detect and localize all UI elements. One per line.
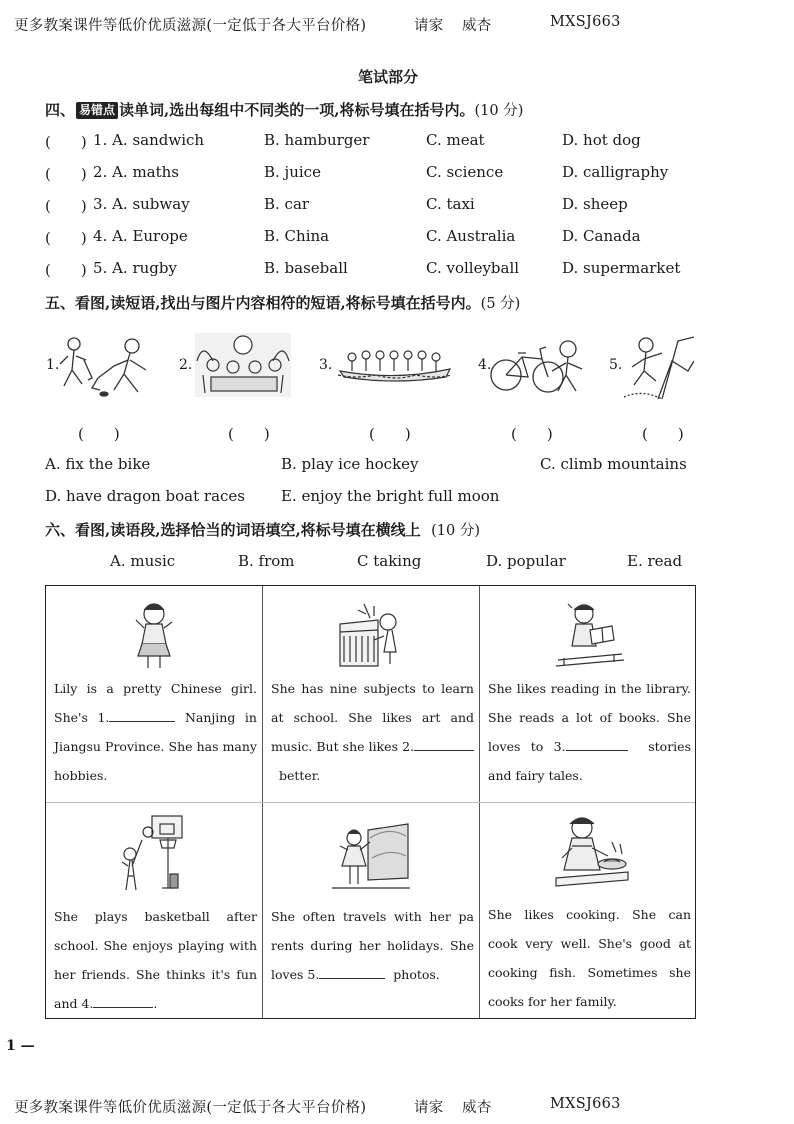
option-d: D. sheep (562, 195, 628, 213)
girl-lily-picture (132, 600, 176, 670)
girl-basketball-picture (116, 814, 196, 894)
option-a: 3. A. subway (93, 195, 190, 213)
picture-2-answer[interactable]: ( ) (228, 425, 270, 443)
option-d: D. supermarket (562, 259, 681, 277)
blank-number: 1. (97, 710, 110, 725)
grid-divider (46, 802, 695, 803)
climb-mountains-picture (622, 331, 694, 401)
blank-line-1[interactable] (109, 707, 175, 722)
pic-label-2: 2. (179, 357, 193, 373)
answer-paren[interactable]: ( ) (45, 165, 87, 183)
passage-post: Nanjing in Jiangsu Province. She has many hobbies. (54, 710, 257, 783)
picture-5-answer[interactable]: ( ) (642, 425, 684, 443)
blank-line-3[interactable] (566, 736, 628, 751)
answer-paren[interactable]: ( ) (45, 261, 87, 279)
section-5-heading (45, 292, 520, 313)
word-choice-b: B. from (238, 552, 295, 570)
passage-text (271, 902, 474, 989)
answer-paren[interactable]: ( ) (45, 229, 87, 247)
passage-post: stories and fairy tales. (488, 739, 691, 783)
full-moon-picture (193, 331, 293, 399)
list-item (0, 259, 794, 281)
picture-3-answer[interactable]: ( ) (369, 425, 411, 443)
list-item (0, 227, 794, 249)
bottom-banner (0, 1096, 794, 1116)
option-c: C. science (426, 163, 504, 181)
reading-grid (45, 585, 696, 1019)
banner-code: MXSJ663 (550, 1096, 621, 1112)
passage-post: photos. (389, 967, 440, 982)
ice-hockey-picture (58, 330, 160, 406)
passage-pre: She likes cooking. She can cook very well. She's good at cooking fish. Sometimes she cooks for her family. (488, 907, 691, 1009)
phrase-option-a: A. fix the bike (45, 455, 151, 473)
option-b: B. baseball (264, 259, 348, 277)
girl-cooking-picture (552, 812, 630, 892)
blank-line-4[interactable] (93, 993, 153, 1008)
section-6-heading (45, 519, 480, 540)
option-c: C. Australia (426, 227, 516, 245)
banner-contact-1: 请家 (414, 1100, 444, 1116)
pic-label-4: 4. (478, 357, 492, 373)
option-d: D. Canada (562, 227, 641, 245)
girl-reading-picture (554, 600, 626, 670)
answer-paren[interactable]: ( ) (45, 133, 87, 151)
option-c: C. meat (426, 131, 485, 149)
pic-label-3: 3. (319, 357, 333, 373)
option-b: B. juice (264, 163, 321, 181)
option-b: B. hamburger (264, 131, 370, 149)
word-choice-d: D. popular (486, 552, 566, 570)
section-4-prefix: 四、 (45, 101, 76, 119)
blank-number: 5. (307, 967, 320, 982)
passage-text (488, 900, 691, 1016)
word-choice-a: A. music (110, 552, 176, 570)
dragon-boat-picture (336, 345, 454, 385)
passage-pre: She often travels with her pa rents during her holidays. She loves (271, 909, 474, 982)
section-6-title: 六、看图,读语段,选择恰当的词语填空,将标号填在横线上 (45, 521, 421, 539)
passage-pre: Lily is a pretty Chinese girl. She's (54, 681, 257, 725)
banner-contact-2: 威杏 (462, 1100, 492, 1116)
phrase-option-d: D. have dragon boat races (45, 487, 245, 505)
option-b: B. car (264, 195, 310, 213)
top-banner (0, 14, 794, 34)
blank-number: 4. (81, 996, 94, 1011)
blank-number: 2. (402, 739, 414, 754)
blank-line-5[interactable] (319, 964, 385, 979)
option-d: D. calligraphy (562, 163, 669, 181)
phrase-option-b: B. play ice hockey (281, 455, 419, 473)
picture-1-answer[interactable]: ( ) (78, 425, 120, 443)
part-title: 笔试部分 (358, 68, 419, 86)
error-prone-tag: 易错点 (76, 102, 118, 119)
answer-paren[interactable]: ( ) (45, 197, 87, 215)
page-number: 1 — (6, 1038, 35, 1054)
list-item (0, 131, 794, 153)
phrase-option-e: E. enjoy the bright full moon (281, 487, 500, 505)
list-item (0, 195, 794, 217)
passage-pre: She likes reading in the library. She reads a lot of books. She loves to (488, 681, 691, 754)
banner-contact-1: 请家 (414, 18, 444, 34)
list-item (0, 163, 794, 185)
banner-promo-text: 更多教案课件等低价优质滋源(一定低于各大平台价格) (14, 1100, 367, 1116)
section-4-score: (10 分) (474, 103, 524, 119)
section-4-instruction: 读单词,选出每组中不同类的一项,将标号填在括号内。 (119, 101, 475, 119)
option-a: 4. A. Europe (93, 227, 188, 245)
passage-pre: She plays basketball after school. She enjoys playing with her friends. She thinks it's fun and (54, 909, 257, 1011)
section-4-heading (45, 99, 523, 120)
option-b: B. China (264, 227, 330, 245)
passage-text (54, 674, 257, 790)
pic-label-5: 5. (609, 357, 623, 373)
fix-bike-picture (488, 331, 586, 401)
option-a: 2. A. maths (93, 163, 180, 181)
option-c: C. volleyball (426, 259, 520, 277)
banner-promo-text: 更多教案课件等低价优质滋源(一定低于各大平台价格) (14, 18, 367, 34)
pic-label-1: 1. (46, 357, 60, 373)
option-c: C. taxi (426, 195, 475, 213)
passage-text (54, 902, 257, 1018)
passage-post: . (153, 996, 158, 1011)
section-5-title: 五、看图,读短语,找出与图片内容相符的短语,将标号填在括号内。 (45, 294, 481, 312)
passage-text (488, 674, 691, 790)
section-6-score: (10 分) (431, 523, 480, 539)
banner-contact-2: 威杏 (462, 18, 492, 34)
word-choice-c: C taking (357, 552, 422, 570)
girl-piano-picture (334, 602, 404, 668)
option-a: 1. A. sandwich (93, 131, 205, 149)
passage-post: better. (274, 768, 321, 783)
option-a: 5. A. rugby (93, 259, 177, 277)
passage-text (271, 674, 474, 790)
section-5-score: (5 分) (480, 296, 521, 312)
phrase-option-c: C. climb mountains (540, 455, 687, 473)
picture-4-answer[interactable]: ( ) (511, 425, 553, 443)
option-d: D. hot dog (562, 131, 641, 149)
banner-code: MXSJ663 (550, 14, 621, 30)
blank-line-2[interactable] (414, 736, 474, 751)
passage-pre: She has nine subjects to learn at school. She likes art and music. But she likes (271, 681, 474, 754)
word-choice-e: E. read (627, 552, 683, 570)
girl-travel-picture (330, 818, 412, 894)
blank-number: 3. (553, 739, 566, 754)
